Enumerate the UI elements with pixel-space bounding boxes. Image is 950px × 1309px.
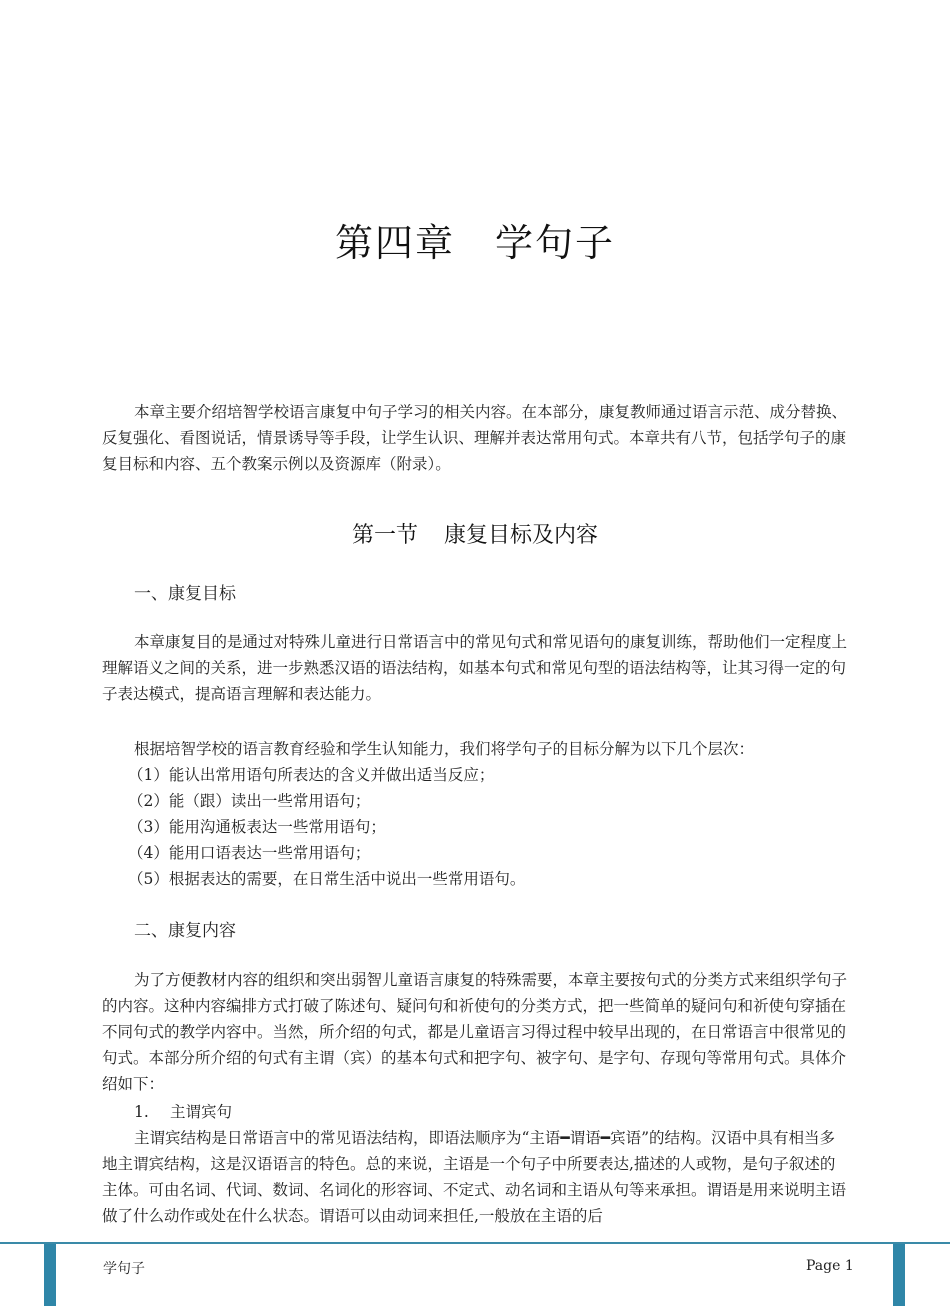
- list-item: （3）能用沟通板表达一些常用语句；: [128, 818, 386, 836]
- footer-chapter-label: 学句子: [103, 1261, 145, 1277]
- item-label: 主谓宾句: [170, 1103, 233, 1121]
- section-title: [0, 518, 950, 549]
- list-item: （2）能（跟）读出一些常用语句；: [128, 792, 371, 810]
- svo-paragraph: 主谓宾结构是日常语言中的常见语法结构，即语法顺序为“主语━谓语━宾语”的结构。汉语中具有相当多地主谓宾结构，这是汉语语言的特色。总的来说，主语是一个句子中所要表达,描述的人或物，是句子叙述的主体。可由名词、代词、数词、名词化的形容词、不定式、动名词和主语从句等来承担。谓语是用来说明主语做了什么动作或处在什么状态。谓语可以由动词来担任,一般放在主语的后: [102, 1129, 847, 1225]
- subheading-goals: 一、康复目标: [134, 584, 236, 604]
- levels-list: [128, 762, 525, 892]
- item-number: 1.: [134, 1103, 149, 1121]
- footer-divider: [0, 1242, 950, 1244]
- subheading-content: 二、康复内容: [134, 921, 236, 941]
- section-name: 康复目标及内容: [444, 523, 599, 548]
- chapter-number: 第四章: [334, 221, 455, 265]
- intro-paragraph: 本章主要介绍培智学校语言康复中句子学习的相关内容。在本部分，康复教师通过语言示范、成分替换、反复强化、看图说话，情景诱导等手段，让学生认识、理解并表达常用句式。本章共有八节，包括学句子的康复目标和内容、五个教案示例以及资源库（附录）。: [102, 403, 848, 473]
- footer-page-number: Page 1: [806, 1258, 854, 1274]
- numbered-heading: [134, 1099, 232, 1125]
- footer-right-bar: [893, 1244, 905, 1306]
- list-item: （1）能认出常用语句所表达的含义并做出适当反应；: [128, 766, 495, 784]
- chapter-title: [0, 212, 950, 267]
- levels-intro: 根据培智学校的语言教育经验和学生认知能力，我们将学句子的目标分解为以下几个层次：: [134, 740, 755, 758]
- goal-paragraph: 本章康复目的是通过对特殊儿童进行日常语言中的常见句式和常见语句的康复训练，帮助他们一定程度上理解语义之间的关系，进一步熟悉汉语的语法结构，如基本句式和常见句型的语法结构等，让其习得一定的句子表达模式，提高语言理解和表达能力。: [102, 633, 848, 703]
- footer-left-bar: [44, 1244, 56, 1306]
- chapter-name: 学句子: [495, 221, 616, 265]
- content-paragraph: 为了方便教材内容的组织和突出弱智儿童语言康复的特殊需要，本章主要按句式的分类方式来组织学句子的内容。这种内容编排方式打破了陈述句、疑问句和祈使句的分类方式，把一些简单的疑问句和祈使句穿插在不同句式的教学内容中。当然，所介绍的句式，都是儿童语言习得过程中较早出现的，在日常语言中很常见的句式。本部分所介绍的句式有主谓（宾）的基本句式和把字句、被字句、是字句、存现句等常用句式。具体介绍如下：: [102, 971, 848, 1093]
- list-item: （4）能用口语表达一些常用语句；: [128, 844, 371, 862]
- section-number: 第一节: [351, 523, 418, 548]
- list-item: （5）根据表达的需要，在日常生活中说出一些常用语句。: [128, 870, 526, 888]
